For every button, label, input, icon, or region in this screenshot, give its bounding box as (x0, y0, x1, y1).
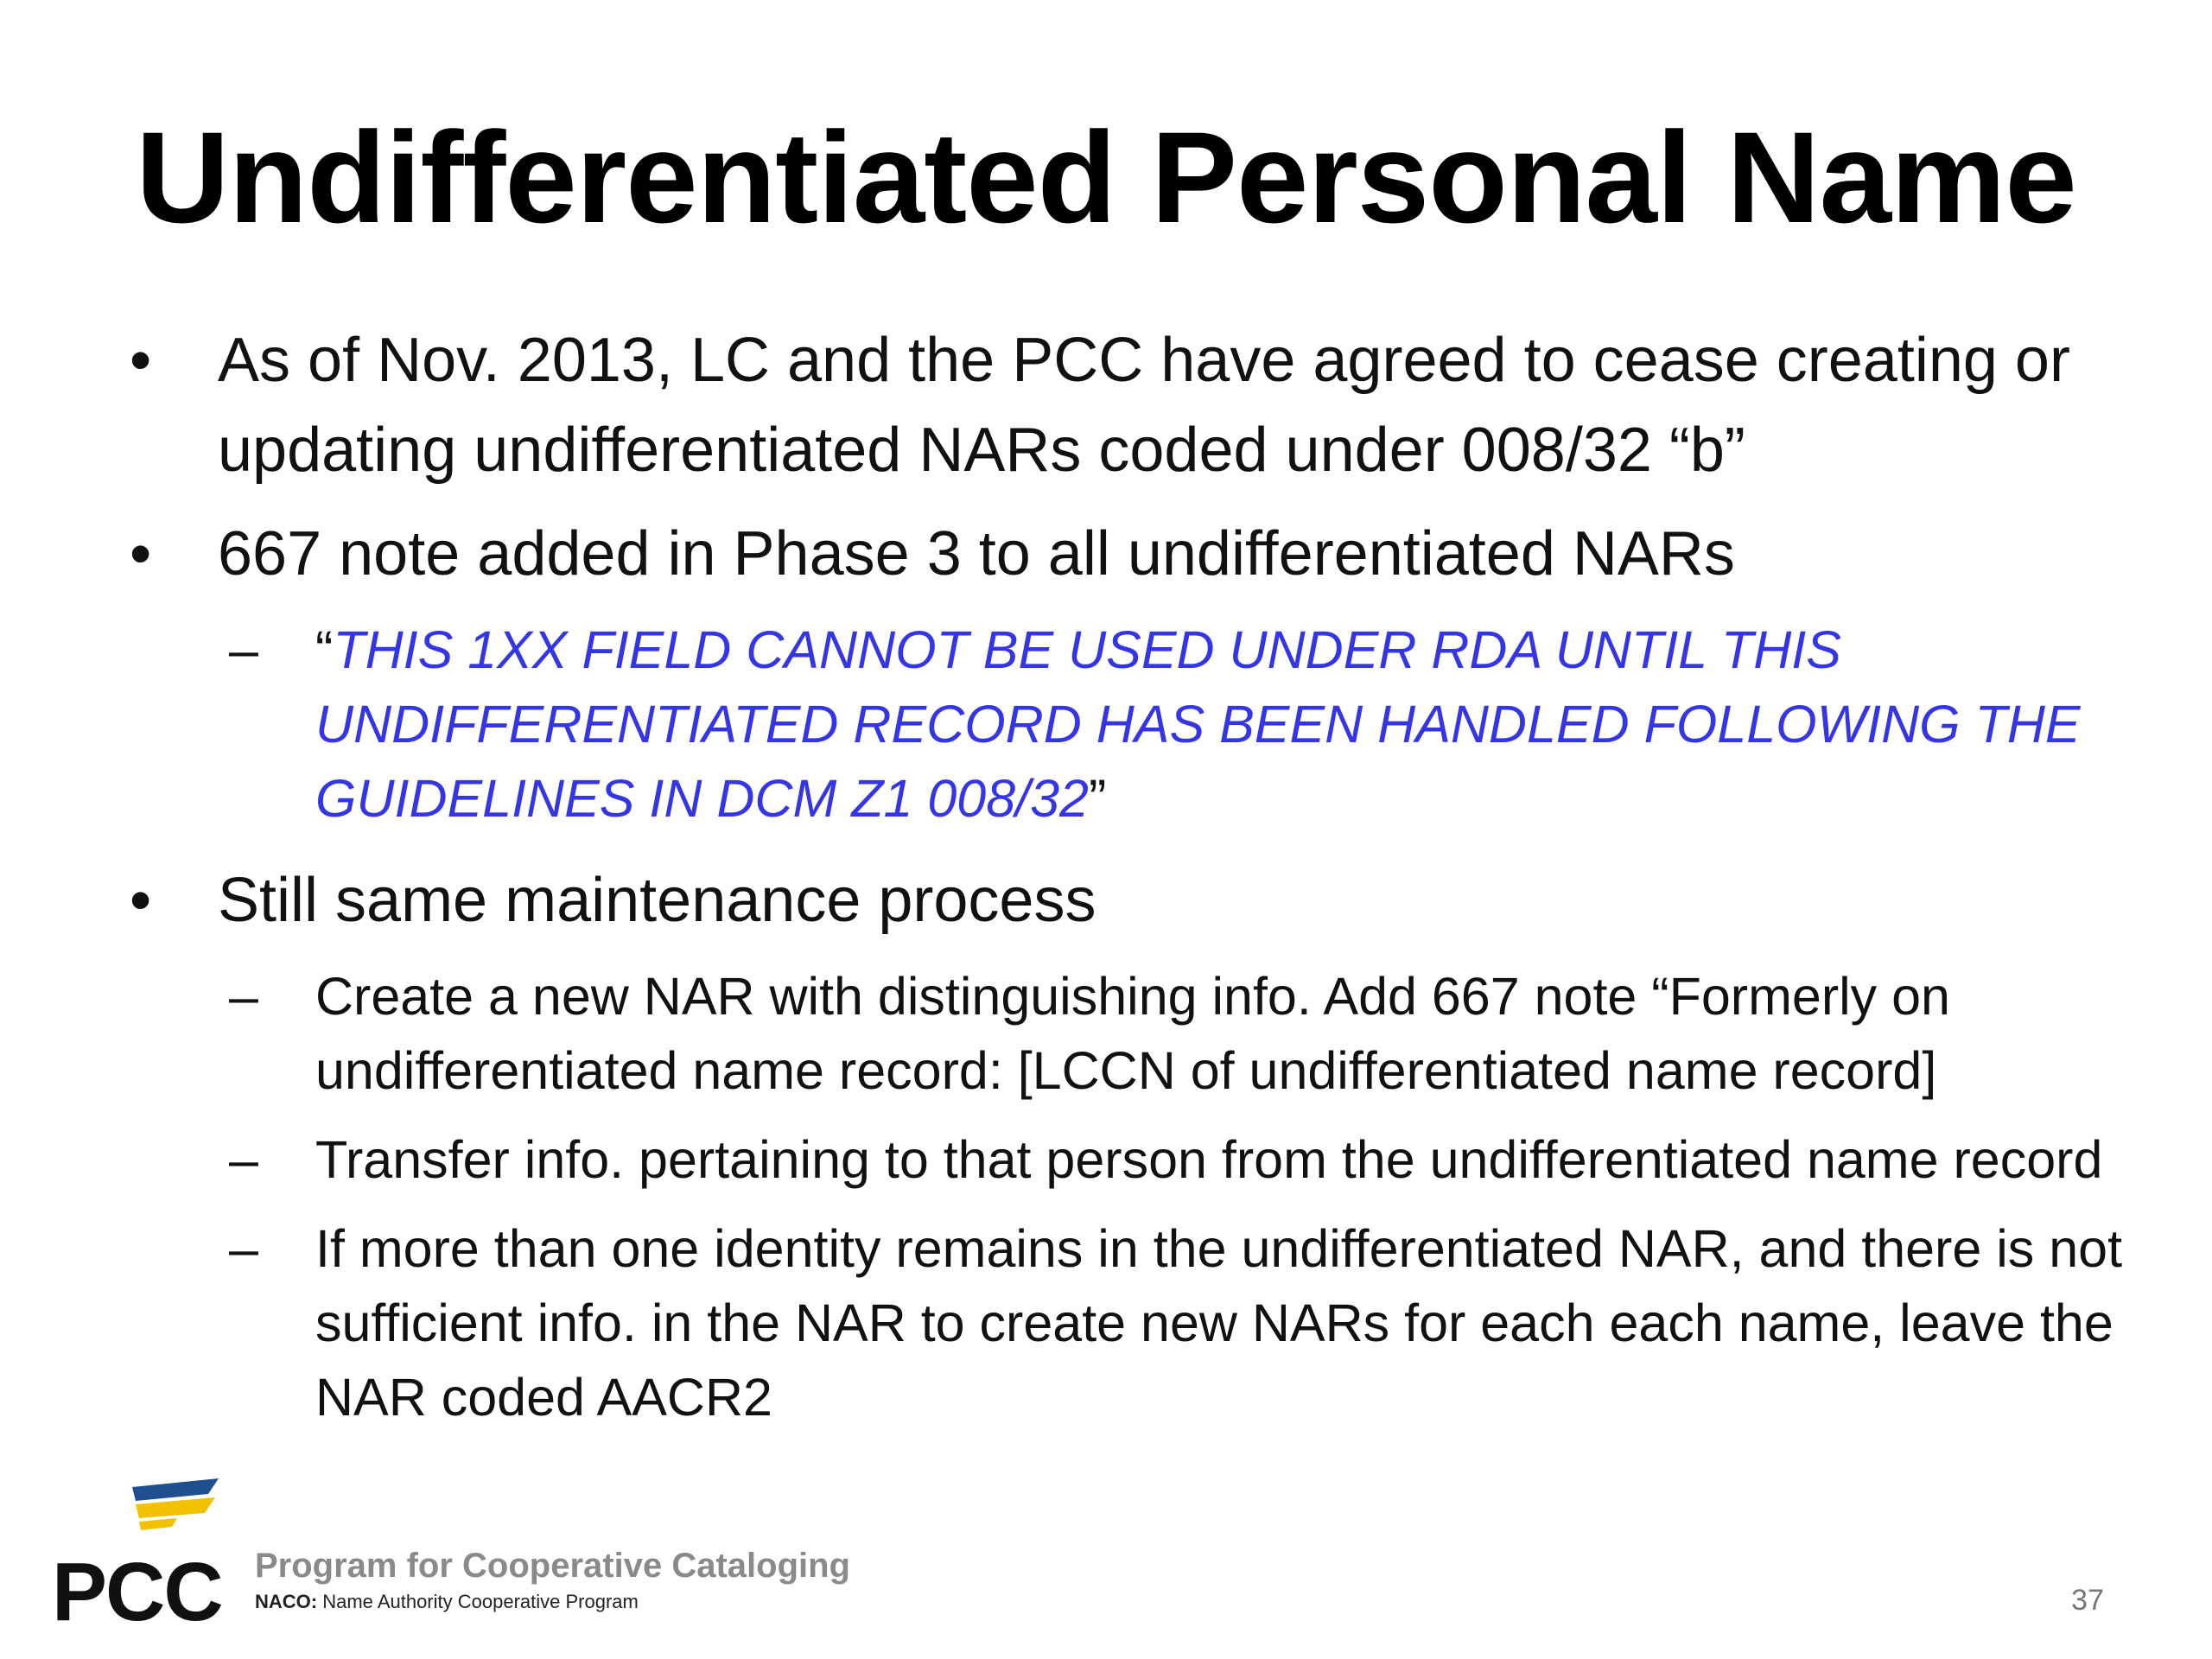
bullet-icon: • (130, 866, 152, 935)
bullet-2-text: 667 note added in Phase 3 to all undifferentiated NARs (218, 519, 1735, 588)
naco-label: NACO: (255, 1591, 318, 1612)
close-quote: ” (1088, 769, 1107, 828)
slide-title: Undifferentiated Personal Name (136, 105, 2076, 250)
program-subtitle (255, 1590, 639, 1614)
bullet-3-sub-2-text: Transfer info. pertaining to that person from the undifferentiated name record (315, 1130, 2103, 1189)
dash-icon: – (229, 1219, 258, 1278)
bullet-icon: • (130, 519, 152, 588)
dash-icon: – (229, 620, 258, 679)
dash-icon: – (229, 967, 258, 1026)
bullet-3-sub-3-text: If more than one identity remains in the undifferentiated NAR, and there is not sufficient info. in the NAR to create new NARs for each each name, leave the NAR coded AACR2 (315, 1219, 2123, 1427)
bullet-2 (130, 509, 2143, 599)
naco-text: Name Authority Cooperative Program (322, 1591, 639, 1612)
slide-body (130, 315, 2143, 1449)
bullet-icon: • (130, 326, 152, 395)
dash-icon: – (229, 1130, 258, 1189)
bullet-3-sub-3 (229, 1211, 2143, 1434)
pcc-logo (52, 1473, 242, 1638)
bullet-1-text: As of Nov. 2013, LC and the PCC have agreed to cease creating or updating undifferentiated NARs coded under 008/32 “b” (218, 326, 2070, 485)
bullet-3-sub-1 (229, 959, 2143, 1108)
pcc-logo-text: PCC (52, 1546, 222, 1638)
page-number: 37 (2071, 1584, 2104, 1617)
bullet-3-sub-1-text: Create a new NAR with distinguishing info. Add 667 note “Formerly on undifferentiated name record: [LCCN of undifferentiated name record] (315, 967, 1950, 1100)
program-name: Program for Cooperative Cataloging (255, 1547, 850, 1585)
bullet-2-sub-1 (229, 613, 2143, 836)
bullet-3-sub-2 (229, 1122, 2143, 1197)
bullet-1 (130, 315, 2143, 495)
bullet-3 (130, 855, 2143, 945)
pcc-logo-flag-icon (125, 1473, 229, 1551)
bullet-3-text: Still same maintenance process (218, 866, 1096, 935)
open-quote: “ (315, 620, 334, 679)
quoted-note-text: THIS 1XX FIELD CANNOT BE USED UNDER RDA UNTIL THIS UNDIFFERENTIATED RECORD HAS BEEN HANDLED FOLLOWING THE GUIDELINES IN DCM Z1 008/32 (315, 620, 2081, 828)
